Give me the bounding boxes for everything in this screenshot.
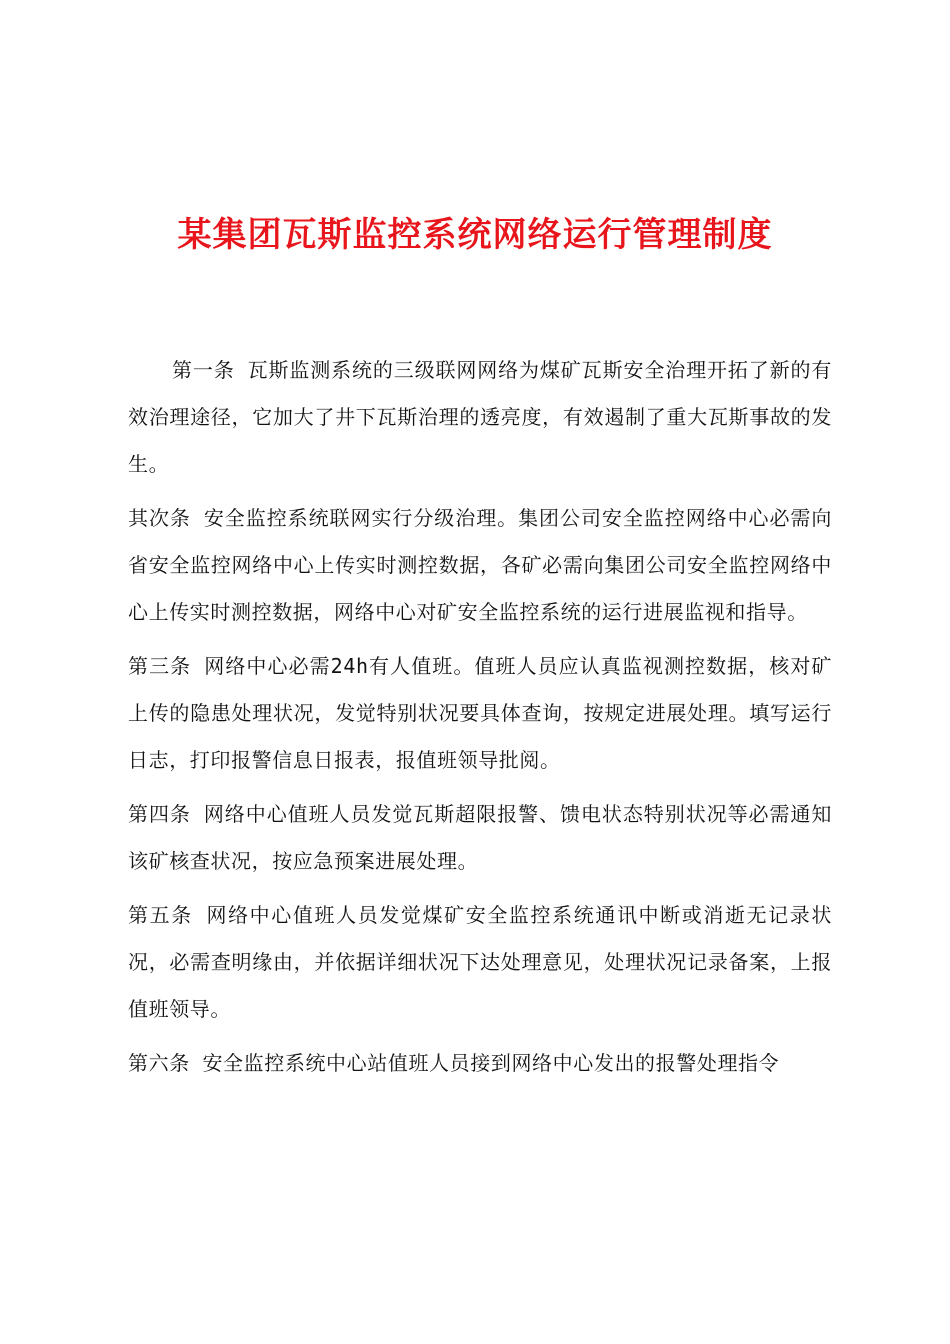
article-6: 第六条 安全监控系统中心站值班人员接到网络中心发出的报警处理指令: [128, 1051, 780, 1075]
document-body: [128, 347, 832, 1094]
article-5: 第五条 网络中心值班人员发觉煤矿安全监控系统通讯中断或消逝无记录状况，必需查明缘由，并依据详细状况下达处理意见，处理状况记录备案，上报值班领导。: [128, 903, 832, 1021]
document-title: 某集团瓦斯监控系统网络运行管理制度: [177, 215, 773, 255]
article-1: 第一条 瓦斯监测系统的三级联网网络为煤矿瓦斯安全治理开拓了新的有效治理途径，它加大了井下瓦斯治理的透亮度，有效遏制了重大瓦斯事故的发生。: [128, 358, 832, 476]
article-3: 第三条 网络中心必需24h有人值班。值班人员应认真监视测控数据，核对矿上传的隐患处理状况，发觉特别状况要具体查询，按规定进展处理。填写运行日志，打印报警信息日报表，报值班领导批阅。: [128, 654, 832, 772]
article-2: 其次条 安全监控系统联网实行分级治理。集团公司安全监控网络中心必需向省安全监控网络中心上传实时测控数据，各矿必需向集团公司安全监控网络中心上传实时测控数据，网络中心对矿安全监控系统的运行进展监视和指导。: [128, 506, 832, 624]
article-4: 第四条 网络中心值班人员发觉瓦斯超限报警、馈电状态特别状况等必需通知该矿核查状况，按应急预案进展处理。: [128, 802, 832, 873]
